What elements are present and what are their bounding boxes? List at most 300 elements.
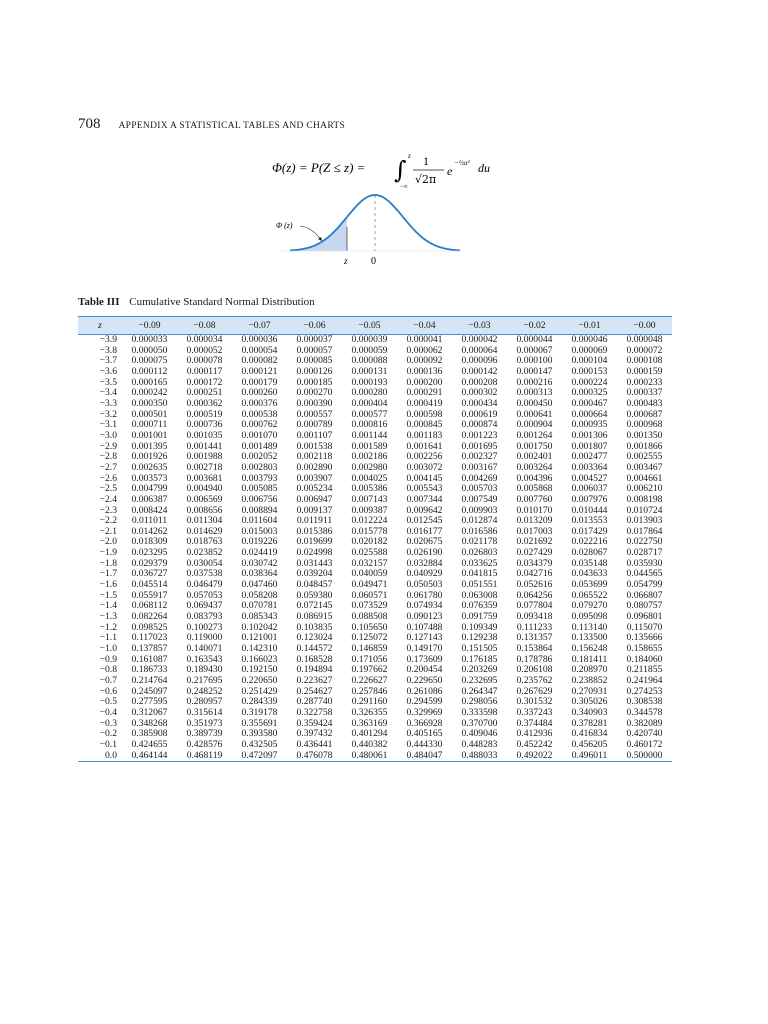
column-header: −0.03 <box>452 317 507 335</box>
probability-cell: 0.385908 <box>131 728 168 740</box>
probability-cell: 0.045514 <box>131 579 168 591</box>
probability-cell: 0.420740 <box>626 728 663 740</box>
probability-cell: 0.146859 <box>351 643 388 655</box>
probability-cell: 0.129238 <box>461 632 498 644</box>
probability-cell: 0.000067 <box>516 344 553 356</box>
probability-cell: 0.073529 <box>351 600 388 612</box>
probability-cell: 0.484047 <box>397 751 452 762</box>
probability-cell: 0.000762 <box>241 419 278 431</box>
probability-cell: 0.127143 <box>406 632 443 644</box>
probability-cell: 0.014629 <box>186 525 223 537</box>
probability-cell: 0.006387 <box>131 493 168 505</box>
probability-cell: 0.000075 <box>131 355 168 367</box>
probability-cell: 0.121001 <box>241 632 278 644</box>
probability-cell: 0.257846 <box>351 685 388 697</box>
probability-cell: 0.021178 <box>461 536 498 548</box>
probability-cell: 0.005085 <box>241 483 278 495</box>
probability-cell: 0.006756 <box>241 493 278 505</box>
probability-cell: 0.000874 <box>461 419 498 431</box>
probability-cell: 0.274253 <box>626 685 663 697</box>
probability-cell: 0.017429 <box>571 525 608 537</box>
probability-cell: 0.005234 <box>296 483 333 495</box>
probability-cell: 0.267629 <box>516 685 553 697</box>
z-value-cell: −1.3 <box>99 611 117 623</box>
integral-sign: ∫ <box>394 156 407 184</box>
probability-cell: 0.003793 <box>241 472 278 484</box>
probability-cell: 0.000736 <box>186 419 223 431</box>
probability-cell: 0.401294 <box>351 728 388 740</box>
probability-cell: 0.000037 <box>296 334 333 345</box>
fraction-denominator: √2π <box>415 173 437 186</box>
probability-cell: 0.211855 <box>626 664 663 676</box>
z-value-cell: −1.2 <box>99 621 117 633</box>
probability-cell: 0.002052 <box>241 451 278 463</box>
probability-cell: 0.016586 <box>461 525 498 537</box>
probability-cell: 0.003072 <box>406 461 443 473</box>
probability-cell: 0.006569 <box>186 493 223 505</box>
phi-label: Φ (z) <box>276 221 293 230</box>
probability-cell: 0.011304 <box>186 515 223 527</box>
probability-cell: 0.001589 <box>351 440 388 452</box>
probability-cell: 0.113140 <box>571 621 608 633</box>
probability-cell: 0.040929 <box>406 568 443 580</box>
probability-cell: 0.178786 <box>516 653 553 665</box>
probability-cell: 0.002118 <box>296 451 333 463</box>
z-value-cell: −3.4 <box>99 387 117 399</box>
probability-cell: 0.004527 <box>571 472 608 484</box>
probability-cell: 0.008894 <box>241 504 278 516</box>
probability-cell: 0.370700 <box>461 717 498 729</box>
probability-cell: 0.015386 <box>296 525 333 537</box>
probability-cell: 0.200454 <box>406 664 443 676</box>
probability-cell: 0.004269 <box>461 472 498 484</box>
z-value-cell: −1.5 <box>99 589 117 601</box>
probability-cell: 0.026803 <box>461 547 498 559</box>
probability-cell: 0.046479 <box>186 579 223 591</box>
probability-cell: 0.351973 <box>186 717 223 729</box>
probability-cell: 0.060571 <box>351 589 388 601</box>
probability-cell: 0.000046 <box>571 334 608 345</box>
probability-cell: 0.000200 <box>406 376 443 388</box>
z-value-cell: −3.5 <box>99 376 117 388</box>
probability-cell: 0.011604 <box>241 515 278 527</box>
probability-cell: 0.000082 <box>241 355 278 367</box>
probability-cell: 0.030054 <box>186 557 223 569</box>
probability-cell: 0.010444 <box>571 504 608 516</box>
probability-cell: 0.000208 <box>461 376 498 388</box>
probability-cell: 0.308538 <box>626 696 663 708</box>
probability-cell: 0.012545 <box>406 515 443 527</box>
probability-cell: 0.065522 <box>571 589 608 601</box>
probability-cell: 0.091759 <box>461 611 498 623</box>
probability-cell: 0.043633 <box>571 568 608 580</box>
probability-cell: 0.000041 <box>406 334 443 345</box>
probability-cell: 0.005703 <box>461 483 498 495</box>
probability-cell: 0.007760 <box>516 493 553 505</box>
probability-cell: 0.000302 <box>461 387 498 399</box>
probability-cell: 0.003264 <box>516 461 553 473</box>
probability-cell: 0.037538 <box>186 568 223 580</box>
z-value-cell: −0.7 <box>99 675 117 686</box>
page-number: 708 <box>78 116 101 132</box>
table-row <box>78 399 672 410</box>
probability-cell: 0.004396 <box>516 472 553 484</box>
probability-cell: 0.026190 <box>406 547 443 559</box>
probability-cell: 0.024419 <box>241 547 278 559</box>
probability-cell: 0.007143 <box>351 493 388 505</box>
probability-cell: 0.440382 <box>351 738 388 750</box>
probability-cell: 0.389739 <box>186 728 223 740</box>
probability-cell: 0.000390 <box>296 397 333 409</box>
probability-cell: 0.102042 <box>241 621 278 633</box>
phi-arrow-head <box>318 237 322 241</box>
exp-base: e <box>447 164 453 178</box>
probability-cell: 0.054799 <box>626 579 663 591</box>
probability-cell: 0.029379 <box>131 557 168 569</box>
probability-cell: 0.003681 <box>186 472 223 484</box>
probability-cell: 0.194894 <box>296 664 333 676</box>
probability-cell: 0.000033 <box>131 334 168 345</box>
z-value-cell: −1.6 <box>99 579 117 591</box>
probability-cell: 0.100273 <box>186 621 223 633</box>
z-value-cell: −3.0 <box>99 429 117 441</box>
probability-cell: 0.000185 <box>296 376 333 388</box>
probability-cell: 0.057053 <box>186 589 223 601</box>
probability-cell: 0.027429 <box>516 547 553 559</box>
probability-cell: 0.305026 <box>571 696 608 708</box>
probability-cell: 0.001395 <box>131 440 168 452</box>
probability-cell: 0.003907 <box>296 472 333 484</box>
probability-cell: 0.137857 <box>131 643 168 655</box>
z-value-cell: −0.5 <box>99 696 117 708</box>
z-value-cell: −2.8 <box>99 451 117 463</box>
probability-cell: 0.070781 <box>241 600 278 612</box>
probability-cell: 0.034379 <box>516 557 553 569</box>
z-value-cell: −3.6 <box>99 365 117 377</box>
probability-cell: 0.448283 <box>461 738 498 750</box>
probability-cell: 0.061780 <box>406 589 443 601</box>
probability-cell: 0.000104 <box>571 355 608 367</box>
probability-cell: 0.344578 <box>626 706 663 718</box>
probability-cell: 0.000557 <box>296 408 333 420</box>
probability-cell: 0.123024 <box>296 632 333 644</box>
probability-cell: 0.232695 <box>461 675 498 686</box>
column-header: −0.02 <box>507 317 562 335</box>
probability-cell: 0.086915 <box>296 611 333 623</box>
probability-cell: 0.000789 <box>296 419 333 431</box>
probability-cell: 0.000619 <box>461 408 498 420</box>
probability-cell: 0.002803 <box>241 461 278 473</box>
probability-cell: 0.001350 <box>626 429 663 441</box>
probability-cell: 0.166023 <box>241 653 278 665</box>
z-value-cell: −2.3 <box>99 504 117 516</box>
probability-cell: 0.015778 <box>351 525 388 537</box>
probability-cell: 0.144572 <box>296 643 333 655</box>
probability-cell: 0.333598 <box>461 706 498 718</box>
probability-cell: 0.000147 <box>516 365 553 377</box>
probability-cell: 0.013903 <box>626 515 663 527</box>
probability-cell: 0.002256 <box>406 451 443 463</box>
probability-cell: 0.000142 <box>461 365 498 377</box>
probability-cell: 0.326355 <box>351 706 388 718</box>
probability-cell: 0.005386 <box>351 483 388 495</box>
probability-cell: 0.001926 <box>131 451 168 463</box>
probability-cell: 0.000483 <box>626 397 663 409</box>
probability-cell: 0.013209 <box>516 515 553 527</box>
z-value-cell: −0.8 <box>99 664 117 676</box>
probability-cell: 0.005543 <box>406 483 443 495</box>
probability-cell: 0.011911 <box>296 515 333 527</box>
probability-cell: 0.340903 <box>571 706 608 718</box>
probability-cell: 0.001264 <box>516 429 553 441</box>
probability-cell: 0.214764 <box>131 675 168 686</box>
z-value-cell: −2.7 <box>99 461 117 473</box>
column-header: −0.04 <box>397 317 452 335</box>
probability-cell: 0.348268 <box>131 717 168 729</box>
table-body <box>78 335 672 762</box>
probability-cell: 0.032157 <box>351 557 388 569</box>
probability-cell: 0.085343 <box>241 611 278 623</box>
probability-cell: 0.241964 <box>626 675 663 686</box>
probability-cell: 0.095098 <box>571 611 608 623</box>
probability-cell: 0.125072 <box>351 632 388 644</box>
probability-cell: 0.001538 <box>296 440 333 452</box>
probability-cell: 0.000064 <box>461 344 498 356</box>
z-value-cell: 0.0 <box>78 751 122 762</box>
probability-cell: 0.035930 <box>626 557 663 569</box>
probability-cell: 0.105650 <box>351 621 388 633</box>
probability-cell: 0.131357 <box>516 632 553 644</box>
probability-cell: 0.009642 <box>406 504 443 516</box>
probability-cell: 0.111233 <box>516 621 553 633</box>
probability-cell: 0.000419 <box>406 397 443 409</box>
probability-cell: 0.109349 <box>461 621 498 633</box>
probability-cell: 0.000816 <box>351 419 388 431</box>
probability-cell: 0.000039 <box>351 334 388 345</box>
probability-cell: 0.000159 <box>626 365 663 377</box>
probability-cell: 0.055917 <box>131 589 168 601</box>
probability-cell: 0.000042 <box>461 334 498 345</box>
probability-cell: 0.192150 <box>241 664 278 676</box>
probability-cell: 0.000519 <box>186 408 223 420</box>
probability-cell: 0.149170 <box>406 643 443 655</box>
probability-cell: 0.050503 <box>406 579 443 591</box>
probability-cell: 0.016177 <box>406 525 443 537</box>
probability-cell: 0.000036 <box>241 334 278 345</box>
probability-cell: 0.074934 <box>406 600 443 612</box>
probability-cell: 0.000048 <box>626 334 663 345</box>
probability-cell: 0.049471 <box>351 579 388 591</box>
probability-cell: 0.001866 <box>626 440 663 452</box>
z-value-cell: −2.9 <box>99 440 117 452</box>
probability-cell: 0.019699 <box>296 536 333 548</box>
probability-cell: 0.080757 <box>626 600 663 612</box>
probability-cell: 0.238852 <box>571 675 608 686</box>
probability-cell: 0.002555 <box>626 451 663 463</box>
probability-cell: 0.476078 <box>287 751 342 762</box>
column-header: −0.08 <box>177 317 232 335</box>
probability-cell: 0.038364 <box>241 568 278 580</box>
column-header: −0.00 <box>617 317 672 335</box>
probability-cell: 0.083793 <box>186 611 223 623</box>
probability-cell: 0.022750 <box>626 536 663 548</box>
probability-cell: 0.031443 <box>296 557 333 569</box>
table-row <box>78 335 672 346</box>
z-value-cell: −3.7 <box>99 355 117 367</box>
probability-cell: 0.355691 <box>241 717 278 729</box>
probability-cell: 0.000404 <box>351 397 388 409</box>
probability-cell: 0.002186 <box>351 451 388 463</box>
probability-cell: 0.117023 <box>131 632 168 644</box>
probability-cell: 0.017864 <box>626 525 663 537</box>
probability-cell: 0.076359 <box>461 600 498 612</box>
probability-cell: 0.142310 <box>241 643 278 655</box>
probability-cell: 0.000904 <box>516 419 553 431</box>
probability-cell: 0.176185 <box>461 653 498 665</box>
probability-cell: 0.000270 <box>296 387 333 399</box>
z-value-cell: −3.2 <box>99 408 117 420</box>
table-title: Cumulative Standard Normal Distribution <box>129 296 315 308</box>
probability-cell: 0.005868 <box>516 483 553 495</box>
probability-cell: 0.001183 <box>406 429 443 441</box>
z-value-cell: −0.6 <box>99 685 117 697</box>
probability-cell: 0.436441 <box>296 738 333 750</box>
column-header: −0.01 <box>562 317 617 335</box>
cdf-shaded-area <box>290 217 347 251</box>
table-number: Table III <box>78 296 120 308</box>
probability-cell: 0.068112 <box>131 600 168 612</box>
probability-cell: 0.416834 <box>571 728 608 740</box>
z-value-cell: −0.4 <box>99 706 117 718</box>
probability-cell: 0.000280 <box>351 387 388 399</box>
z-value-cell: −1.8 <box>99 557 117 569</box>
probability-cell: 0.000136 <box>406 365 443 377</box>
probability-cell: 0.000121 <box>241 365 278 377</box>
probability-cell: 0.006947 <box>296 493 333 505</box>
probability-cell: 0.012874 <box>461 515 498 527</box>
column-header: −0.06 <box>287 317 342 335</box>
probability-cell: 0.025588 <box>351 547 388 559</box>
probability-cell: 0.000845 <box>406 419 443 431</box>
probability-cell: 0.072145 <box>296 600 333 612</box>
table-row <box>78 463 672 474</box>
probability-cell: 0.000126 <box>296 365 333 377</box>
z-value-cell: −0.2 <box>99 728 117 740</box>
probability-cell: 0.006037 <box>571 483 608 495</box>
probability-cell: 0.158655 <box>626 643 663 655</box>
probability-cell: 0.000172 <box>186 376 223 388</box>
probability-cell: 0.397432 <box>296 728 333 740</box>
z-value-cell: −2.5 <box>99 483 117 495</box>
probability-cell: 0.096801 <box>626 611 663 623</box>
probability-cell: 0.151505 <box>461 643 498 655</box>
probability-cell: 0.098525 <box>131 621 168 633</box>
probability-cell: 0.001641 <box>406 440 443 452</box>
probability-cell: 0.030742 <box>241 557 278 569</box>
probability-cell: 0.063008 <box>461 589 498 601</box>
table-row <box>78 495 672 506</box>
probability-cell: 0.000362 <box>186 397 223 409</box>
probability-cell: 0.363169 <box>351 717 388 729</box>
probability-cell: 0.001035 <box>186 429 223 441</box>
probability-cell: 0.000313 <box>516 387 553 399</box>
probability-cell: 0.322758 <box>296 706 333 718</box>
probability-cell: 0.008656 <box>186 504 223 516</box>
probability-cell: 0.035148 <box>571 557 608 569</box>
probability-cell: 0.000233 <box>626 376 663 388</box>
integral-upper-limit: z <box>408 152 411 160</box>
probability-cell: 0.064256 <box>516 589 553 601</box>
table-header-row <box>78 317 672 335</box>
z-value-cell: −0.1 <box>99 738 117 750</box>
z-value-cell: −2.4 <box>99 493 117 505</box>
z-value-cell: −3.9 <box>99 334 117 345</box>
probability-cell: 0.337243 <box>516 706 553 718</box>
probability-cell: 0.393580 <box>241 728 278 740</box>
probability-cell: 0.003167 <box>461 461 498 473</box>
probability-cell: 0.002401 <box>516 451 553 463</box>
probability-cell: 0.000711 <box>131 419 168 431</box>
probability-cell: 0.000325 <box>571 387 608 399</box>
probability-cell: 0.270931 <box>571 685 608 697</box>
probability-cell: 0.002635 <box>131 461 168 473</box>
probability-cell: 0.223627 <box>296 675 333 686</box>
probability-cell: 0.378281 <box>571 717 608 729</box>
probability-cell: 0.161087 <box>131 653 168 665</box>
probability-cell: 0.432505 <box>241 738 278 750</box>
z-value-cell: −1.9 <box>99 547 117 559</box>
probability-cell: 0.040059 <box>351 568 388 580</box>
probability-cell: 0.000052 <box>186 344 223 356</box>
probability-cell: 0.000577 <box>351 408 388 420</box>
probability-cell: 0.359424 <box>296 717 333 729</box>
probability-cell: 0.069437 <box>186 600 223 612</box>
z-value-cell: −3.3 <box>99 397 117 409</box>
probability-cell: 0.000337 <box>626 387 663 399</box>
probability-cell: 0.000153 <box>571 365 608 377</box>
probability-cell: 0.135666 <box>626 632 663 644</box>
probability-cell: 0.287740 <box>296 696 333 708</box>
probability-cell: 0.001107 <box>296 429 333 441</box>
probability-cell: 0.021692 <box>516 536 553 548</box>
probability-cell: 0.000216 <box>516 376 553 388</box>
probability-cell: 0.051551 <box>461 579 498 591</box>
probability-cell: 0.119000 <box>186 632 223 644</box>
zero-axis-label: 0 <box>371 256 376 267</box>
probability-cell: 0.047460 <box>241 579 278 591</box>
probability-cell: 0.058208 <box>241 589 278 601</box>
probability-cell: 0.019226 <box>241 536 278 548</box>
probability-cell: 0.000242 <box>131 387 168 399</box>
probability-cell: 0.181411 <box>571 653 608 665</box>
probability-cell: 0.000092 <box>406 355 443 367</box>
probability-cell: 0.428576 <box>186 738 223 750</box>
probability-cell: 0.053699 <box>571 579 608 591</box>
probability-cell: 0.312067 <box>131 706 168 718</box>
probability-cell: 0.004145 <box>406 472 443 484</box>
probability-cell: 0.001306 <box>571 429 608 441</box>
probability-cell: 0.052616 <box>516 579 553 591</box>
probability-cell: 0.156248 <box>571 643 608 655</box>
probability-cell: 0.226627 <box>351 675 388 686</box>
probability-cell: 0.301532 <box>516 696 553 708</box>
z-value-cell: −2.2 <box>99 515 117 527</box>
z-value-cell: −3.8 <box>99 344 117 356</box>
z-value-cell: −2.6 <box>99 472 117 484</box>
probability-cell: 0.001988 <box>186 451 223 463</box>
probability-cell: 0.000117 <box>186 365 223 377</box>
probability-cell: 0.008198 <box>626 493 663 505</box>
